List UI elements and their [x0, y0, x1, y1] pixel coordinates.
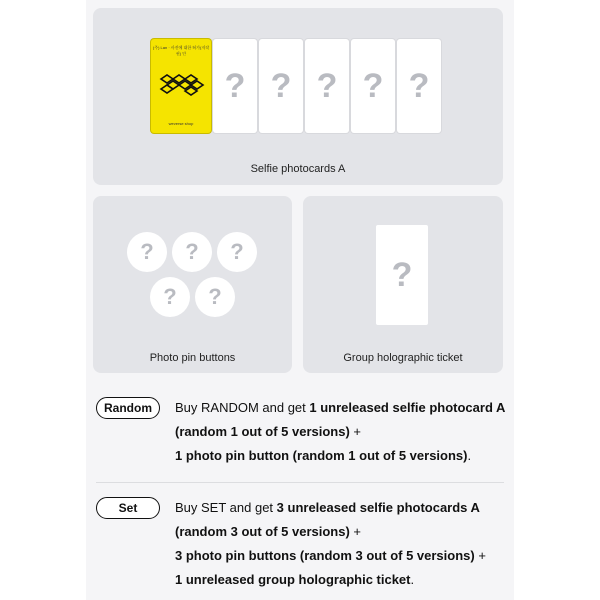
question-mark-icon: ?: [185, 239, 199, 264]
question-mark-icon: ?: [408, 66, 430, 105]
photocard-placeholder: [259, 39, 303, 133]
divider: [96, 482, 504, 483]
pin-placeholder: [150, 277, 190, 317]
question-mark-icon: ?: [362, 66, 384, 105]
question-mark-icon: ?: [270, 66, 292, 105]
ticket-placeholder: [376, 225, 428, 325]
pin-placeholder: [195, 277, 235, 317]
random-description: [175, 396, 505, 468]
random-line-1: Buy RANDOM and get 1 unreleased selfie photocard A: [175, 400, 506, 415]
card-top-text: (주) Lan · 사진에 대한 허가(저작권) 안: [152, 45, 210, 56]
pin-placeholder: [217, 232, 257, 272]
set-badge: Set: [96, 497, 160, 519]
photocard-placeholder: [351, 39, 395, 133]
card-brand-text: weverse shop: [168, 121, 194, 126]
set-description: [175, 496, 486, 592]
random-badge: Random: [96, 397, 160, 419]
photocard-placeholder: [213, 39, 257, 133]
question-mark-icon: ?: [208, 284, 222, 309]
set-line-1: Buy SET and get 3 unreleased selfie photocards A: [175, 500, 480, 515]
random-line-2: (random 1 out of 5 versions) +: [175, 424, 362, 439]
question-mark-icon: ?: [230, 239, 244, 264]
photo-pin-buttons-label: Photo pin buttons: [149, 352, 236, 364]
holographic-ticket-label: Group holographic ticket: [343, 352, 463, 364]
question-mark-icon: ?: [224, 66, 246, 105]
random-line-3: 1 photo pin button (random 1 out of 5 versions).: [175, 448, 472, 463]
logo-icon: [157, 71, 205, 97]
photo-pin-buttons-box: [93, 196, 292, 373]
question-mark-icon: ?: [163, 284, 177, 309]
photocard-placeholder: [305, 39, 349, 133]
pin-placeholder: [127, 232, 167, 272]
pin-placeholder: [172, 232, 212, 272]
question-mark-icon: ?: [391, 255, 413, 294]
selfie-photocards-label: Selfie photocards A: [250, 163, 346, 175]
question-mark-icon: ?: [316, 66, 338, 105]
question-mark-icon: ?: [140, 239, 154, 264]
set-line-2: (random 3 out of 5 versions) +: [175, 524, 362, 539]
photocard-placeholder: [397, 39, 441, 133]
sample-photocard: [151, 39, 211, 133]
set-line-3: 3 photo pin buttons (random 3 out of 5 versions) +: [175, 548, 486, 563]
set-line-4: 1 unreleased group holographic ticket.: [175, 572, 415, 587]
